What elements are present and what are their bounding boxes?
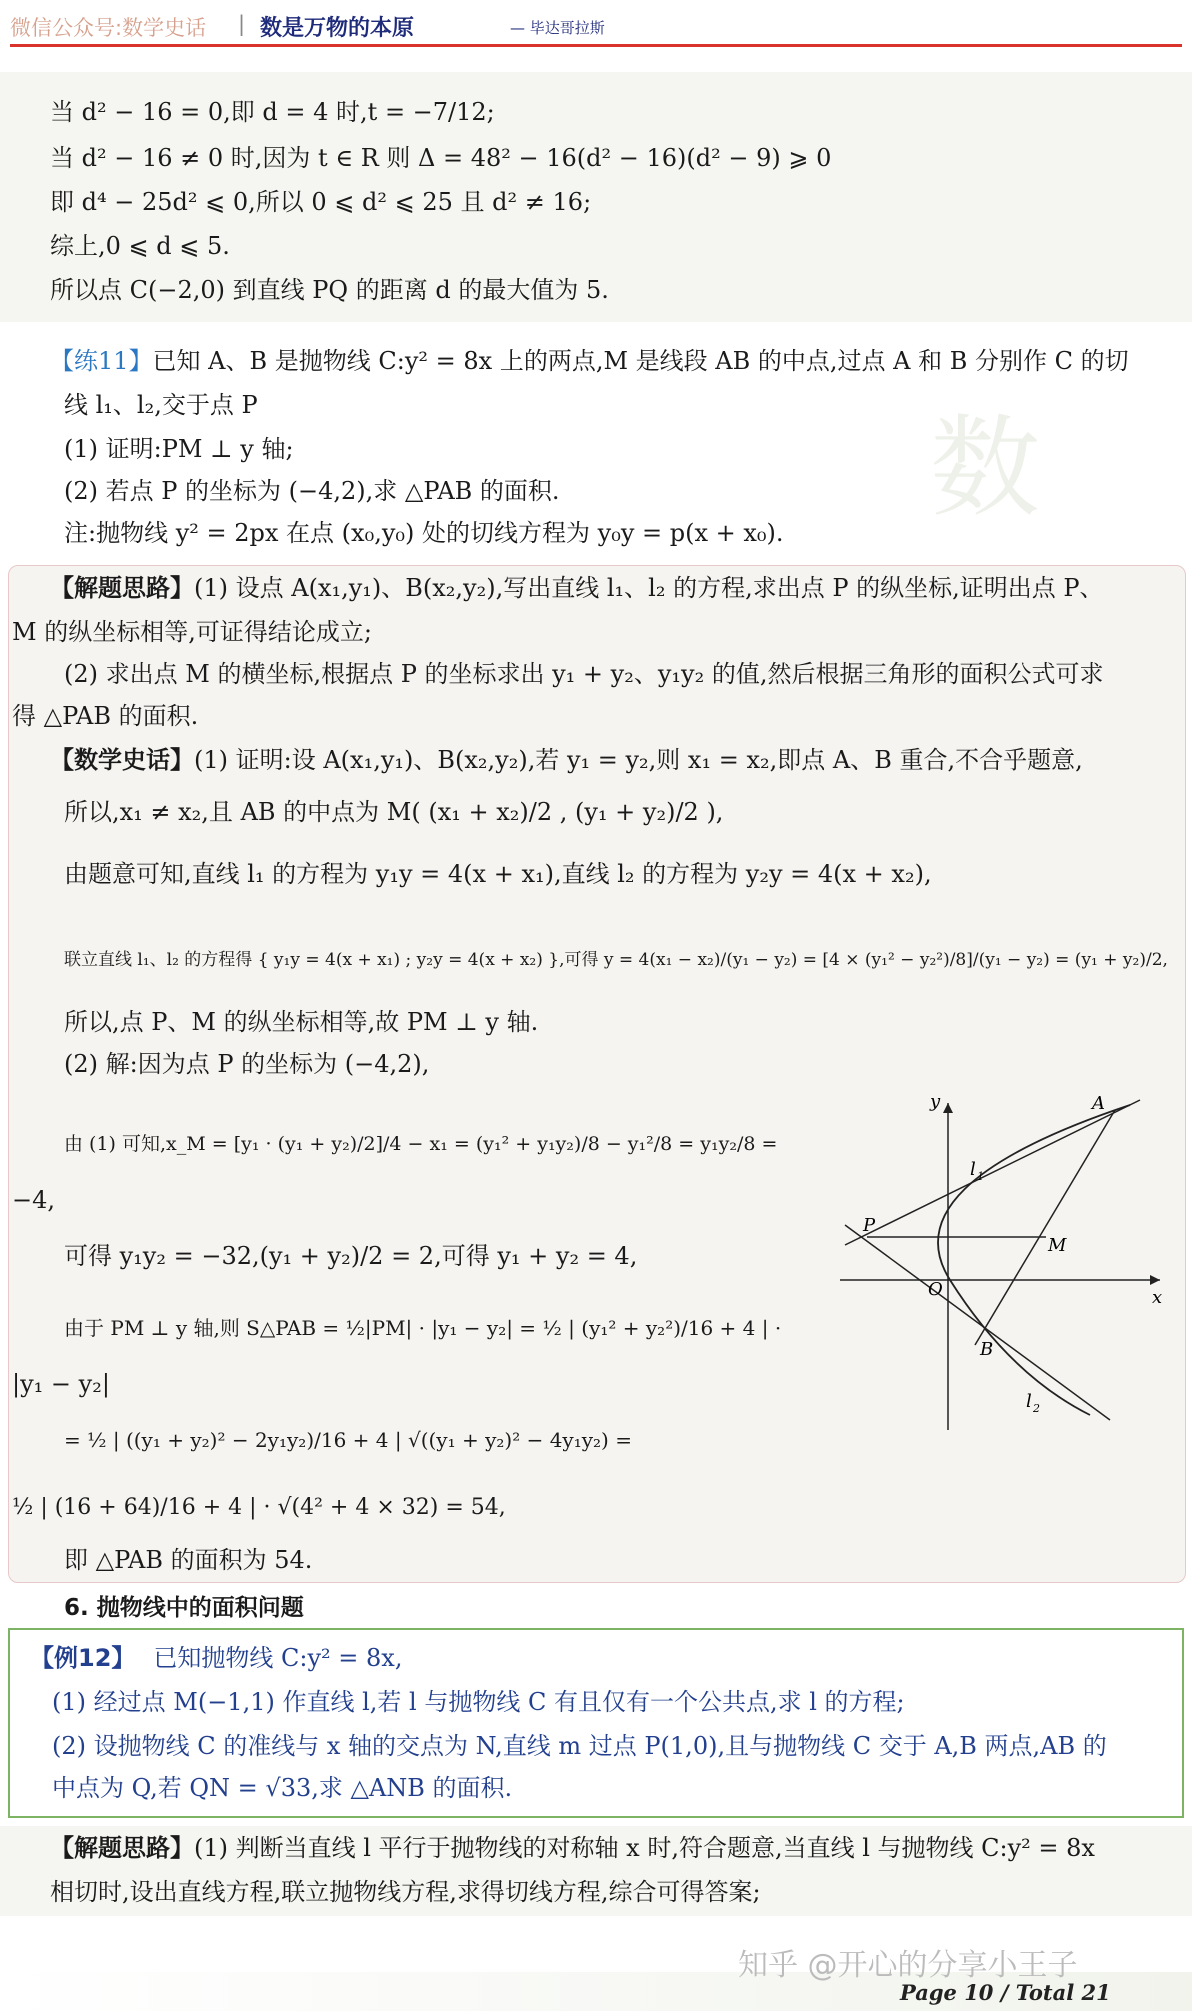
solution12-line-1: 【解题思路】(1) 判断当直线 l 平行于抛物线的对称轴 x 时,符合题意,当直线 l 与抛物线 C:y² = 8x xyxy=(50,1834,1095,1862)
solution11-sol-line-2: 所以,x₁ ≠ x₂,且 AB 的中点为 M( (x₁ + x₂)/2 , (y₁ + y₂)/2 ), xyxy=(64,798,724,826)
label-m: M xyxy=(1048,1235,1067,1256)
label-a: A xyxy=(1092,1093,1105,1114)
solution11-sol-line-8: −4, xyxy=(12,1186,56,1214)
x-axis-arrow xyxy=(1150,1275,1160,1285)
exercise11-first-line xyxy=(50,345,1129,377)
solution11-sol-line-10: 由于 PM ⊥ y 轴,则 S△PAB = ½|PM| · |y₁ − y₂| = ½ | (y₁² + y₂²)/16 + 4 | · xyxy=(64,1316,782,1340)
solution11-idea-tag: 【解题思路】 xyxy=(50,574,194,602)
label-l1-sub: 1 xyxy=(977,1170,984,1183)
solution11-sol-line-1: 【数学史话】(1) 证明:设 A(x₁,y₁)、B(x₂,y₂),若 y₁ = y₂,则 x₁ = x₂,即点 A、B 重合,不合乎题意, xyxy=(50,746,1083,774)
solution12-line-2: 相切时,设出直线方程,联立抛物线方程,求得切线方程,综合可得答案; xyxy=(50,1878,761,1906)
example12-tag: 【例12】 xyxy=(30,1644,136,1672)
example12-line-1: 已知抛物线 C:y² = 8x, xyxy=(153,1644,403,1672)
solution11-sol-line-12: = ½ | ((y₁ + y₂)² − 2y₁y₂)/16 + 4 | √((y₁ + y₂)² − 4y₁y₂) = xyxy=(64,1428,632,1452)
label-b: B xyxy=(980,1339,994,1360)
example12-first-line xyxy=(30,1642,402,1674)
solution11-idea-line-2: M 的纵坐标相等,可证得结论成立; xyxy=(12,618,372,646)
background-watermark: 数 xyxy=(930,404,1040,532)
solution11-sol-line-14: 即 △PAB 的面积为 54. xyxy=(64,1546,313,1574)
prev-line-5: 所以点 C(−2,0) 到直线 PQ 的距离 d 的最大值为 5. xyxy=(50,276,609,304)
solution11-sol-line-7: 由 (1) 可知,x_M = [y₁ · (y₁ + y₂)/2]/4 − x₁ = (y₁² + y₁y₂)/8 − y₁²/8 = y₁y₂/8 = xyxy=(64,1133,778,1155)
header-source: 微信公众号:数学史话 xyxy=(10,16,207,40)
exercise11-line-3: (1) 证明:PM ⊥ y 轴; xyxy=(64,435,294,463)
solution11-idea-line-3: (2) 求出点 M 的横坐标,根据点 P 的坐标求出 y₁ + y₂、y₁y₂ 的值,然后根据三角形的面积公式可求 xyxy=(64,660,1104,688)
exercise11-block xyxy=(0,345,1192,560)
label-l1: l xyxy=(970,1159,976,1180)
exercise11-tag: 【练11】 xyxy=(50,347,153,375)
prev-solution-block xyxy=(0,72,1192,322)
y-axis-arrow xyxy=(943,1103,953,1113)
solution11-sol-tag: 【数学史话】 xyxy=(50,746,194,774)
prev-line-1: 当 d² − 16 = 0,即 d = 4 时,t = −7/12; xyxy=(50,98,495,126)
prev-line-3: 即 d⁴ − 25d² ⩽ 0,所以 0 ⩽ d² ⩽ 25 且 d² ≠ 16; xyxy=(50,188,592,216)
solution12-tag: 【解题思路】 xyxy=(50,1834,194,1862)
label-x: x xyxy=(1152,1287,1163,1308)
tangent-l1 xyxy=(845,1100,1140,1245)
footer-watermark: 知乎 @开心的分享小王子 xyxy=(738,1948,1078,1983)
solution11-sol-line-5: 所以,点 P、M 的纵坐标相等,故 PM ⊥ y 轴. xyxy=(64,1008,539,1036)
example12-line-2: (1) 经过点 M(−1,1) 作直线 l,若 l 与抛物线 C 有且仅有一个公共点,求 l 的方程; xyxy=(52,1688,905,1716)
label-l2: l xyxy=(1026,1391,1032,1412)
page-header xyxy=(0,0,1192,50)
example12-line-4: 中点为 Q,若 QN = √33,求 △ANB 的面积. xyxy=(52,1774,513,1802)
solution11-sol-line-13: ½ | (16 + 64)/16 + 4 | · √(4² + 4 × 32) = 54, xyxy=(12,1495,506,1520)
prev-line-4: 综上,0 ⩽ d ⩽ 5. xyxy=(50,232,230,260)
page-indicator: Page 10 / Total 21 xyxy=(900,1980,1111,2005)
solution11-sol-line-9: 可得 y₁y₂ = −32,(y₁ + y₂)/2 = 2,可得 y₁ + y₂ = 4, xyxy=(64,1242,638,1270)
exercise11-line-2: 线 l₁、l₂,交于点 P xyxy=(64,391,258,419)
header-separator: | xyxy=(238,12,246,36)
exercise11-line-1: 已知 A、B 是抛物线 C:y² = 8x 上的两点,M 是线段 AB 的中点,过点 A 和 B 分别作 C 的切 xyxy=(152,347,1129,375)
solution11-sol-line-11: |y₁ − y₂| xyxy=(12,1370,110,1398)
prev-line-2: 当 d² − 16 ≠ 0 时,因为 t ∈ R 则 Δ = 48² − 16(d² − 16)(d² − 9) ⩾ 0 xyxy=(50,144,832,172)
label-o: O xyxy=(928,1279,943,1300)
parabola-figure xyxy=(830,1085,1170,1435)
exercise11-line-5: 注:抛物线 y² = 2px 在点 (x₀,y₀) 处的切线方程为 y₀y = p(x + x₀). xyxy=(64,519,784,547)
header-motto: 数是万物的本原 xyxy=(260,16,415,41)
solution11-sol-line-3: 由题意可知,直线 l₁ 的方程为 y₁y = 4(x + x₁),直线 l₂ 的方程为 y₂y = 4(x + x₂), xyxy=(64,860,932,888)
label-p: P xyxy=(863,1215,876,1236)
header-attribution: — 毕达哥拉斯 xyxy=(510,19,605,37)
header-rule xyxy=(10,44,1182,47)
solution11-sol-line-4: 联立直线 l₁、l₂ 的方程得 { y₁y = 4(x + x₁) ; y₂y = 4(x + x₂) },可得 y = 4(x₁ − x₂)/(y₁ − y₂) = [4 × (y₁² − y₂²)/8]/(y₁ − y₂) = (y₁ + y₂)/2, xyxy=(64,950,1168,970)
tangent-l2 xyxy=(845,1225,1110,1420)
solution11-idea-line-1: 【解题思路】(1) 设点 A(x₁,y₁)、B(x₂,y₂),写出直线 l₁、l₂ 的方程,求出点 P 的纵坐标,证明出点 P、 xyxy=(50,574,1104,602)
section6-title: 6. 抛物线中的面积问题 xyxy=(64,1595,304,1621)
label-l2-sub: 2 xyxy=(1033,1402,1040,1415)
label-y: y xyxy=(930,1091,941,1112)
solution11-sol-line-6: (2) 解:因为点 P 的坐标为 (−4,2), xyxy=(64,1050,430,1078)
example12-line-3: (2) 设抛物线 C 的准线与 x 轴的交点为 N,直线 m 过点 P(1,0),且与抛物线 C 交于 A,B 两点,AB 的 xyxy=(52,1732,1107,1760)
solution11-idea-line-4: 得 △PAB 的面积. xyxy=(12,702,199,730)
exercise11-line-4: (2) 若点 P 的坐标为 (−4,2),求 △PAB 的面积. xyxy=(64,477,560,505)
chord-ab xyxy=(975,1110,1115,1345)
